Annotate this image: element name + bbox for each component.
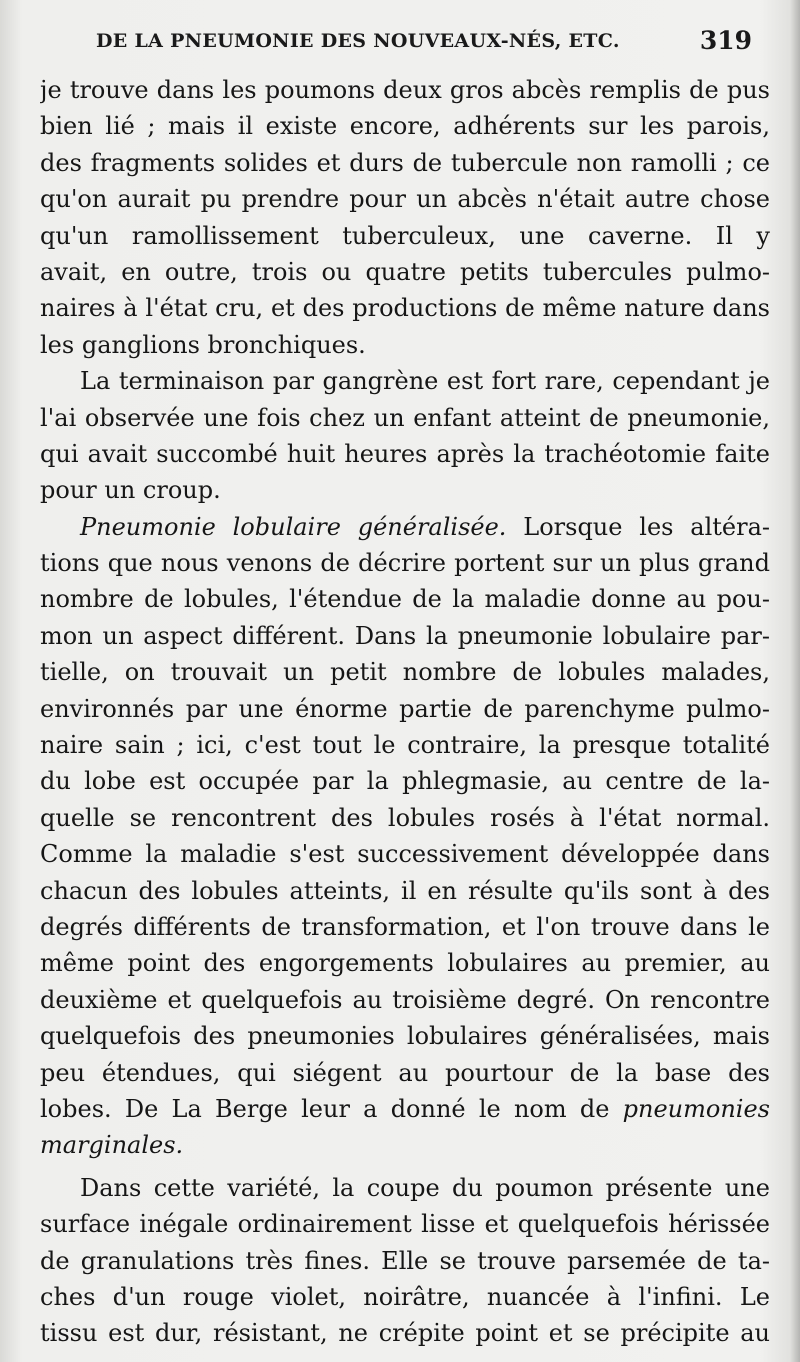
- text-line: ches d'un rouge violet, noirâtre, nuancée à l'infini. Le: [40, 1282, 770, 1311]
- text-line: tissu est dur, résistant, ne crépite point et se précipite au: [40, 1319, 770, 1348]
- text-line: Comme la maladie s'est successivement développée dans: [40, 840, 770, 869]
- text-line: naire sain ; ici, c'est tout le contraire, la presque totalité: [40, 731, 770, 760]
- text-line: bien lié ; mais il existe encore, adhérents sur les parois,: [40, 112, 770, 141]
- text-line: les ganglions bronchiques.: [40, 330, 366, 359]
- text-line: pour un croup.: [40, 476, 221, 505]
- text-line: de granulations très fines. Elle se trouve parsemée de ta-: [40, 1246, 770, 1275]
- term-line: [40, 1091, 770, 1127]
- text-line: Dans cette variété, la coupe du poumon présente une: [80, 1173, 770, 1202]
- text-fragment: lobes. De La Berge leur a donné le nom de: [40, 1094, 610, 1123]
- text-line: du lobe est occupée par la phlegmasie, au centre de la-: [40, 767, 770, 796]
- text-line: surface inégale ordinairement lisse et quelquefois hérissée: [40, 1210, 770, 1239]
- page-edge-shadow: [790, 0, 800, 1362]
- text-line: qui avait succombé huit heures après la trachéotomie faite: [40, 439, 770, 468]
- text-line: environnés par une énorme partie de parenchyme pulmo-: [40, 694, 770, 723]
- text-line: tielle, on trouvait un petit nombre de lobules malades,: [40, 658, 770, 687]
- text-line: l'ai observée une fois chez un enfant atteint de pneumonie,: [40, 403, 770, 432]
- italic-term: pneumonies: [622, 1094, 770, 1123]
- text-line: tions que nous venons de décrire portent sur un plus grand: [40, 549, 770, 578]
- text-line: qu'on aurait pu prendre pour un abcès n'était autre chose: [40, 185, 770, 214]
- term-line-end: [40, 1127, 770, 1163]
- text-line: chacun des lobules atteints, il en résulte qu'ils sont à des: [40, 876, 770, 905]
- text-line: La terminaison par gangrène est fort rare, cependant je: [80, 367, 770, 396]
- text-line: peu étendues, qui siégent au pourtour de la base des: [40, 1058, 770, 1087]
- text-line: quelquefois des pneumonies lobulaires généralisées, mais: [40, 1022, 770, 1051]
- body-text: [40, 72, 770, 1352]
- text-line: mon un aspect différent. Dans la pneumonie lobulaire par-: [40, 621, 770, 650]
- text-line: quelle se rencontrent des lobules rosés à l'état normal.: [40, 803, 770, 832]
- text-line: naires à l'état cru, et des productions de même nature dans: [40, 294, 770, 323]
- text-line: qu'un ramollissement tuberculeux, une caverne. Il y: [40, 221, 770, 250]
- text-line: des fragments solides et durs de tubercule non ramolli ; ce: [40, 148, 770, 177]
- italic-term: marginales.: [40, 1131, 184, 1160]
- section-title: Pneumonie lobulaire généralisée.: [80, 512, 507, 541]
- text-line: avait, en outre, trois ou quatre petits tubercules pulmo-: [40, 257, 770, 286]
- text-line: deuxième et quelquefois au troisième degré. On rencontre: [40, 985, 770, 1014]
- text-fragment: Lorsque les altéra-: [523, 512, 770, 541]
- running-head: DE LA PNEUMONIE DES NOUVEAUX-NÉS, ETC.: [96, 30, 620, 52]
- text-line: degrés différents de transformation, et l'on trouve dans le: [40, 912, 770, 941]
- page-header: [96, 26, 752, 60]
- text-line: nombre de lobules, l'étendue de la maladie donne au pou-: [40, 585, 770, 614]
- text-line: je trouve dans les poumons deux gros abcès remplis de pus: [40, 76, 770, 104]
- text-line: même point des engorgements lobulaires au premier, au: [40, 949, 770, 978]
- section-line: [40, 509, 770, 545]
- page-number: 319: [699, 26, 752, 55]
